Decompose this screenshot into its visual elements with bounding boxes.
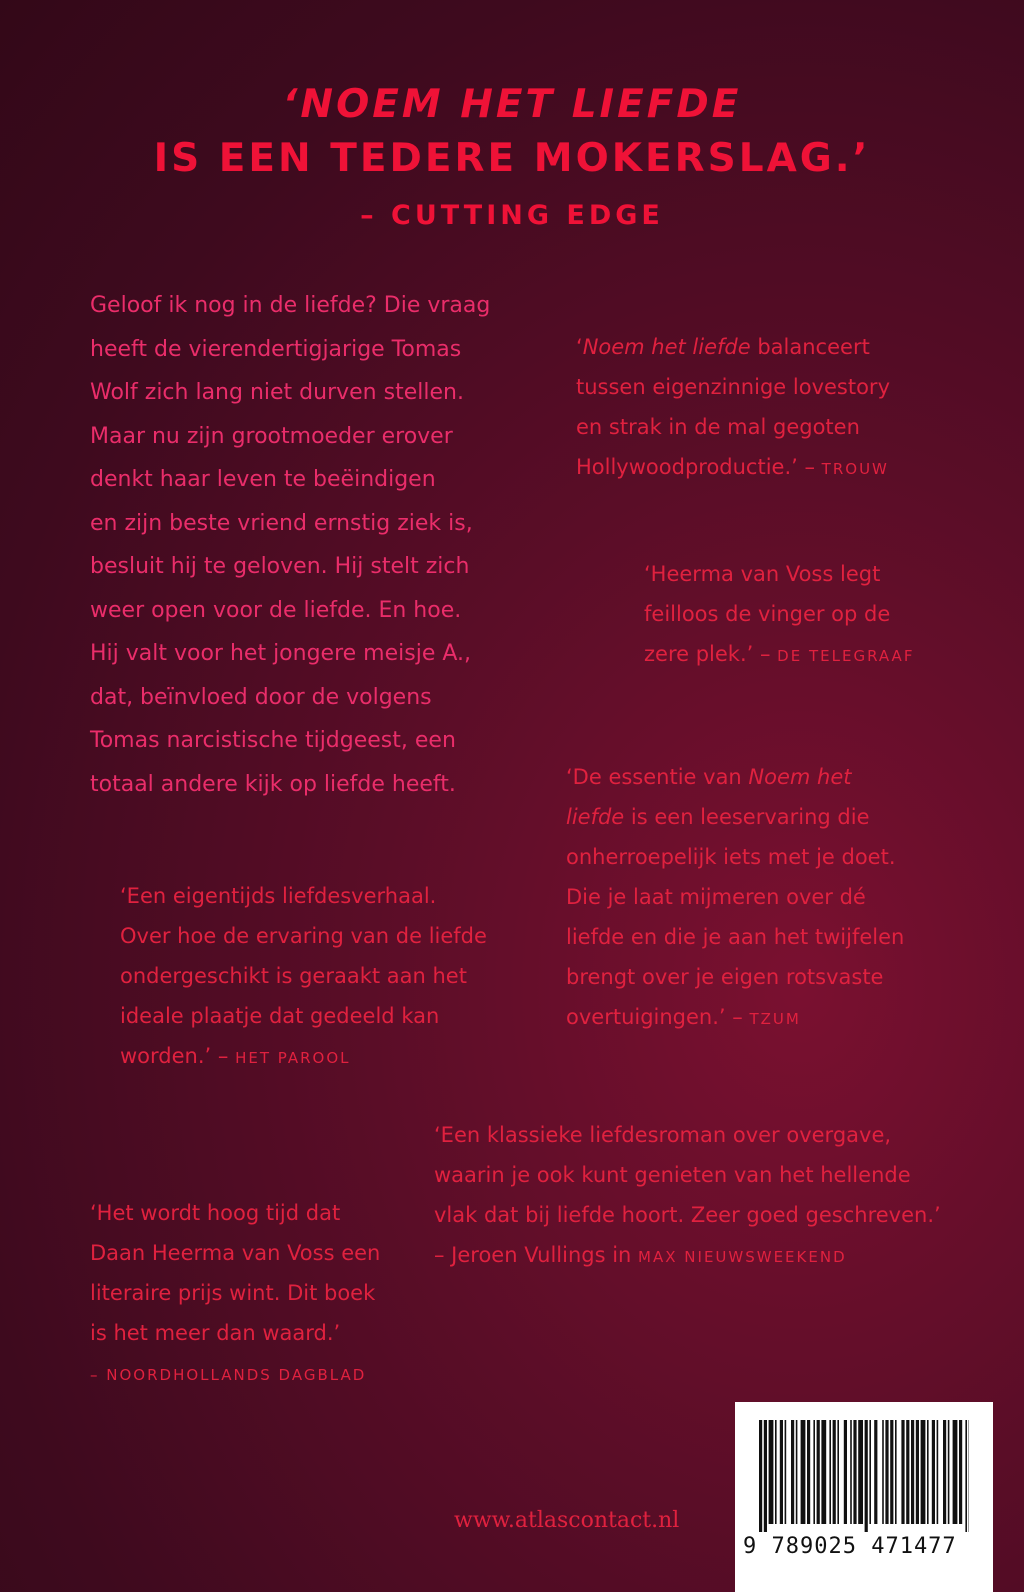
- quote-line: ideale plaatje dat gedeeld kan: [120, 1004, 440, 1028]
- quote-line: [566, 757, 904, 797]
- barcode-bar: [885, 1420, 888, 1524]
- barcode-bar: [906, 1420, 909, 1524]
- barcode-bar: [965, 1420, 967, 1532]
- blurb-line: totaal andere kijk op liefde heeft.: [90, 771, 456, 797]
- barcode-bars: [759, 1420, 969, 1532]
- quote-line: [576, 447, 890, 489]
- barcode-bar: [911, 1420, 914, 1524]
- barcode-bar: [959, 1420, 962, 1524]
- quote-source: DE TELEGRAAF: [777, 647, 915, 665]
- blurb-line: Geloof ik nog in de liefde? Die vraag: [90, 293, 491, 318]
- blurb-line: dat, beïnvloed door de volgens: [90, 684, 432, 710]
- quote-line: feilloos de vinger op de: [644, 602, 891, 626]
- barcode-bar: [916, 1420, 919, 1524]
- quote-line: Over hoe de ervaring van de liefde: [120, 924, 487, 948]
- quote-line: [566, 797, 904, 837]
- barcode-bar: [927, 1420, 929, 1524]
- quote-parool: [120, 876, 487, 1078]
- quote-line: [576, 327, 890, 367]
- barcode-bar: [921, 1420, 926, 1524]
- quote-text: balanceert: [750, 335, 870, 359]
- book-title: liefde: [566, 805, 625, 829]
- quote-telegraaf: [644, 554, 914, 676]
- quote-line: vlak dat bij liefde hoort. Zeer goed geschreven.’: [434, 1203, 941, 1227]
- quote-line: [566, 997, 904, 1039]
- quote-line: ‘Heerma van Voss legt: [644, 562, 881, 586]
- quote-text: worden.’ –: [120, 1044, 236, 1068]
- blurb-line: weer open voor de liefde. En hoe.: [90, 597, 462, 623]
- quote-line: ‘Een eigentijds liefdesverhaal.: [120, 884, 437, 908]
- headline-line-2: IS EEN TEDERE MOKERSLAG.’: [153, 136, 871, 181]
- barcode-bar: [865, 1420, 868, 1532]
- barcode-bar: [813, 1420, 815, 1524]
- barcode-bar: [895, 1420, 897, 1524]
- quote-line: literaire prijs wint. Dit boek: [90, 1281, 376, 1305]
- book-blurb: [90, 284, 490, 806]
- barcode-bar: [780, 1420, 783, 1524]
- blurb-line: denkt haar leven te beëindigen: [90, 467, 436, 492]
- quote-line: liefde en die je aan het twijfelen: [566, 925, 905, 949]
- quote-line: waarin je ook kunt genieten van het hellende: [434, 1163, 911, 1187]
- blurb-line: Hij valt voor het jongere meisje A.,: [90, 641, 472, 666]
- quote-text: – Jeroen Vullings in: [434, 1243, 639, 1267]
- blurb-line: heeft de vierendertigjarige Tomas: [90, 336, 462, 362]
- quote-line: tussen eigenzinnige lovestory: [576, 375, 890, 399]
- quote-tzum: [566, 757, 904, 1039]
- barcode-bar: [796, 1420, 798, 1524]
- quote-max: [434, 1115, 941, 1277]
- quote-line: onherroepelijk iets met je doet.: [566, 845, 896, 869]
- publisher-website[interactable]: www.atlascontact.nl: [454, 1508, 680, 1533]
- quote-line: ondergeschikt is geraakt aan het: [120, 964, 467, 988]
- quote-source: TROUW: [821, 460, 889, 478]
- barcode-bar: [901, 1420, 904, 1524]
- quote-source: TZUM: [749, 1010, 801, 1028]
- quote-line: [644, 634, 914, 676]
- quote-text: ‘De essentie van: [566, 765, 749, 789]
- quote-line: Daan Heerma van Voss een: [90, 1241, 381, 1265]
- barcode-bar: [850, 1420, 852, 1524]
- barcode-bar: [785, 1420, 787, 1524]
- barcode: [735, 1402, 993, 1592]
- blurb-line: Tomas narcistische tijdgeest, een: [90, 728, 456, 753]
- quote-line: [120, 1036, 487, 1078]
- barcode-bar: [764, 1420, 767, 1532]
- quote-text: is een leeservaring die: [624, 805, 870, 829]
- barcode-bar: [937, 1420, 939, 1524]
- quote-line: is het meer dan waard.’: [90, 1321, 341, 1345]
- barcode-bar: [844, 1420, 847, 1524]
- quote-line: ‘Een klassieke liefdesroman over overgave,: [434, 1123, 892, 1147]
- barcode-bar: [759, 1420, 762, 1532]
- quote-noordhollands: [90, 1193, 380, 1395]
- barcode-bar: [807, 1420, 810, 1524]
- barcode-bar: [775, 1420, 777, 1524]
- barcode-bar: [801, 1420, 806, 1524]
- book-title: Noem het liefde: [582, 335, 751, 359]
- blurb-line: Wolf zich lang niet durven stellen.: [90, 380, 464, 405]
- barcode-bar: [858, 1420, 863, 1524]
- barcode-bar: [943, 1420, 946, 1524]
- barcode-bar: [882, 1420, 884, 1524]
- barcode-bar: [833, 1420, 836, 1524]
- barcode-bar: [853, 1420, 856, 1524]
- quote-line: en strak in de mal gegoten: [576, 415, 860, 439]
- barcode-bar: [791, 1420, 794, 1524]
- blurb-line: en zijn beste vriend ernstig ziek is,: [90, 510, 473, 536]
- headline-line-1: ‘NOEM HET LIEFDE: [282, 82, 742, 127]
- quote-line: Die je laat mijmeren over dé: [566, 885, 866, 909]
- barcode-bar: [953, 1420, 958, 1524]
- quote-line: ‘Het wordt hoog tijd dat: [90, 1201, 341, 1225]
- book-title: Noem het: [748, 765, 852, 789]
- barcode-bar: [837, 1420, 839, 1524]
- quote-source: – NOORDHOLLANDS DAGBLAD: [90, 1366, 367, 1384]
- quote-line: [90, 1353, 380, 1395]
- quote-text: ‘: [576, 335, 583, 359]
- isbn-number: 9 789025 471477: [743, 1534, 957, 1559]
- barcode-bar: [821, 1420, 826, 1524]
- quote-text: Hollywoodproductie.’ –: [576, 455, 822, 479]
- barcode-bar: [932, 1420, 935, 1524]
- headline-source: – CUTTING EDGE: [360, 200, 664, 231]
- barcode-bar: [890, 1420, 893, 1524]
- barcode-bar: [769, 1420, 774, 1524]
- barcode-bar: [874, 1420, 877, 1524]
- quote-text: overtuigingen.’ –: [566, 1005, 750, 1029]
- blurb-line: Maar nu zijn grootmoeder erover: [90, 423, 453, 449]
- quote-trouw: [576, 327, 890, 489]
- blurb-line: besluit hij te geloven. Hij stelt zich: [90, 554, 470, 579]
- quote-source: MAX NIEUWSWEEKEND: [638, 1248, 847, 1266]
- quote-line: brengt over je eigen rotsvaste: [566, 965, 884, 989]
- barcode-bar: [869, 1420, 871, 1524]
- barcode-bar: [829, 1420, 831, 1524]
- quote-line: [434, 1235, 941, 1277]
- quote-text: zere plek.’ –: [644, 642, 778, 666]
- barcode-bar: [948, 1420, 950, 1524]
- barcode-bar: [817, 1420, 820, 1524]
- quote-source: HET PAROOL: [235, 1049, 351, 1067]
